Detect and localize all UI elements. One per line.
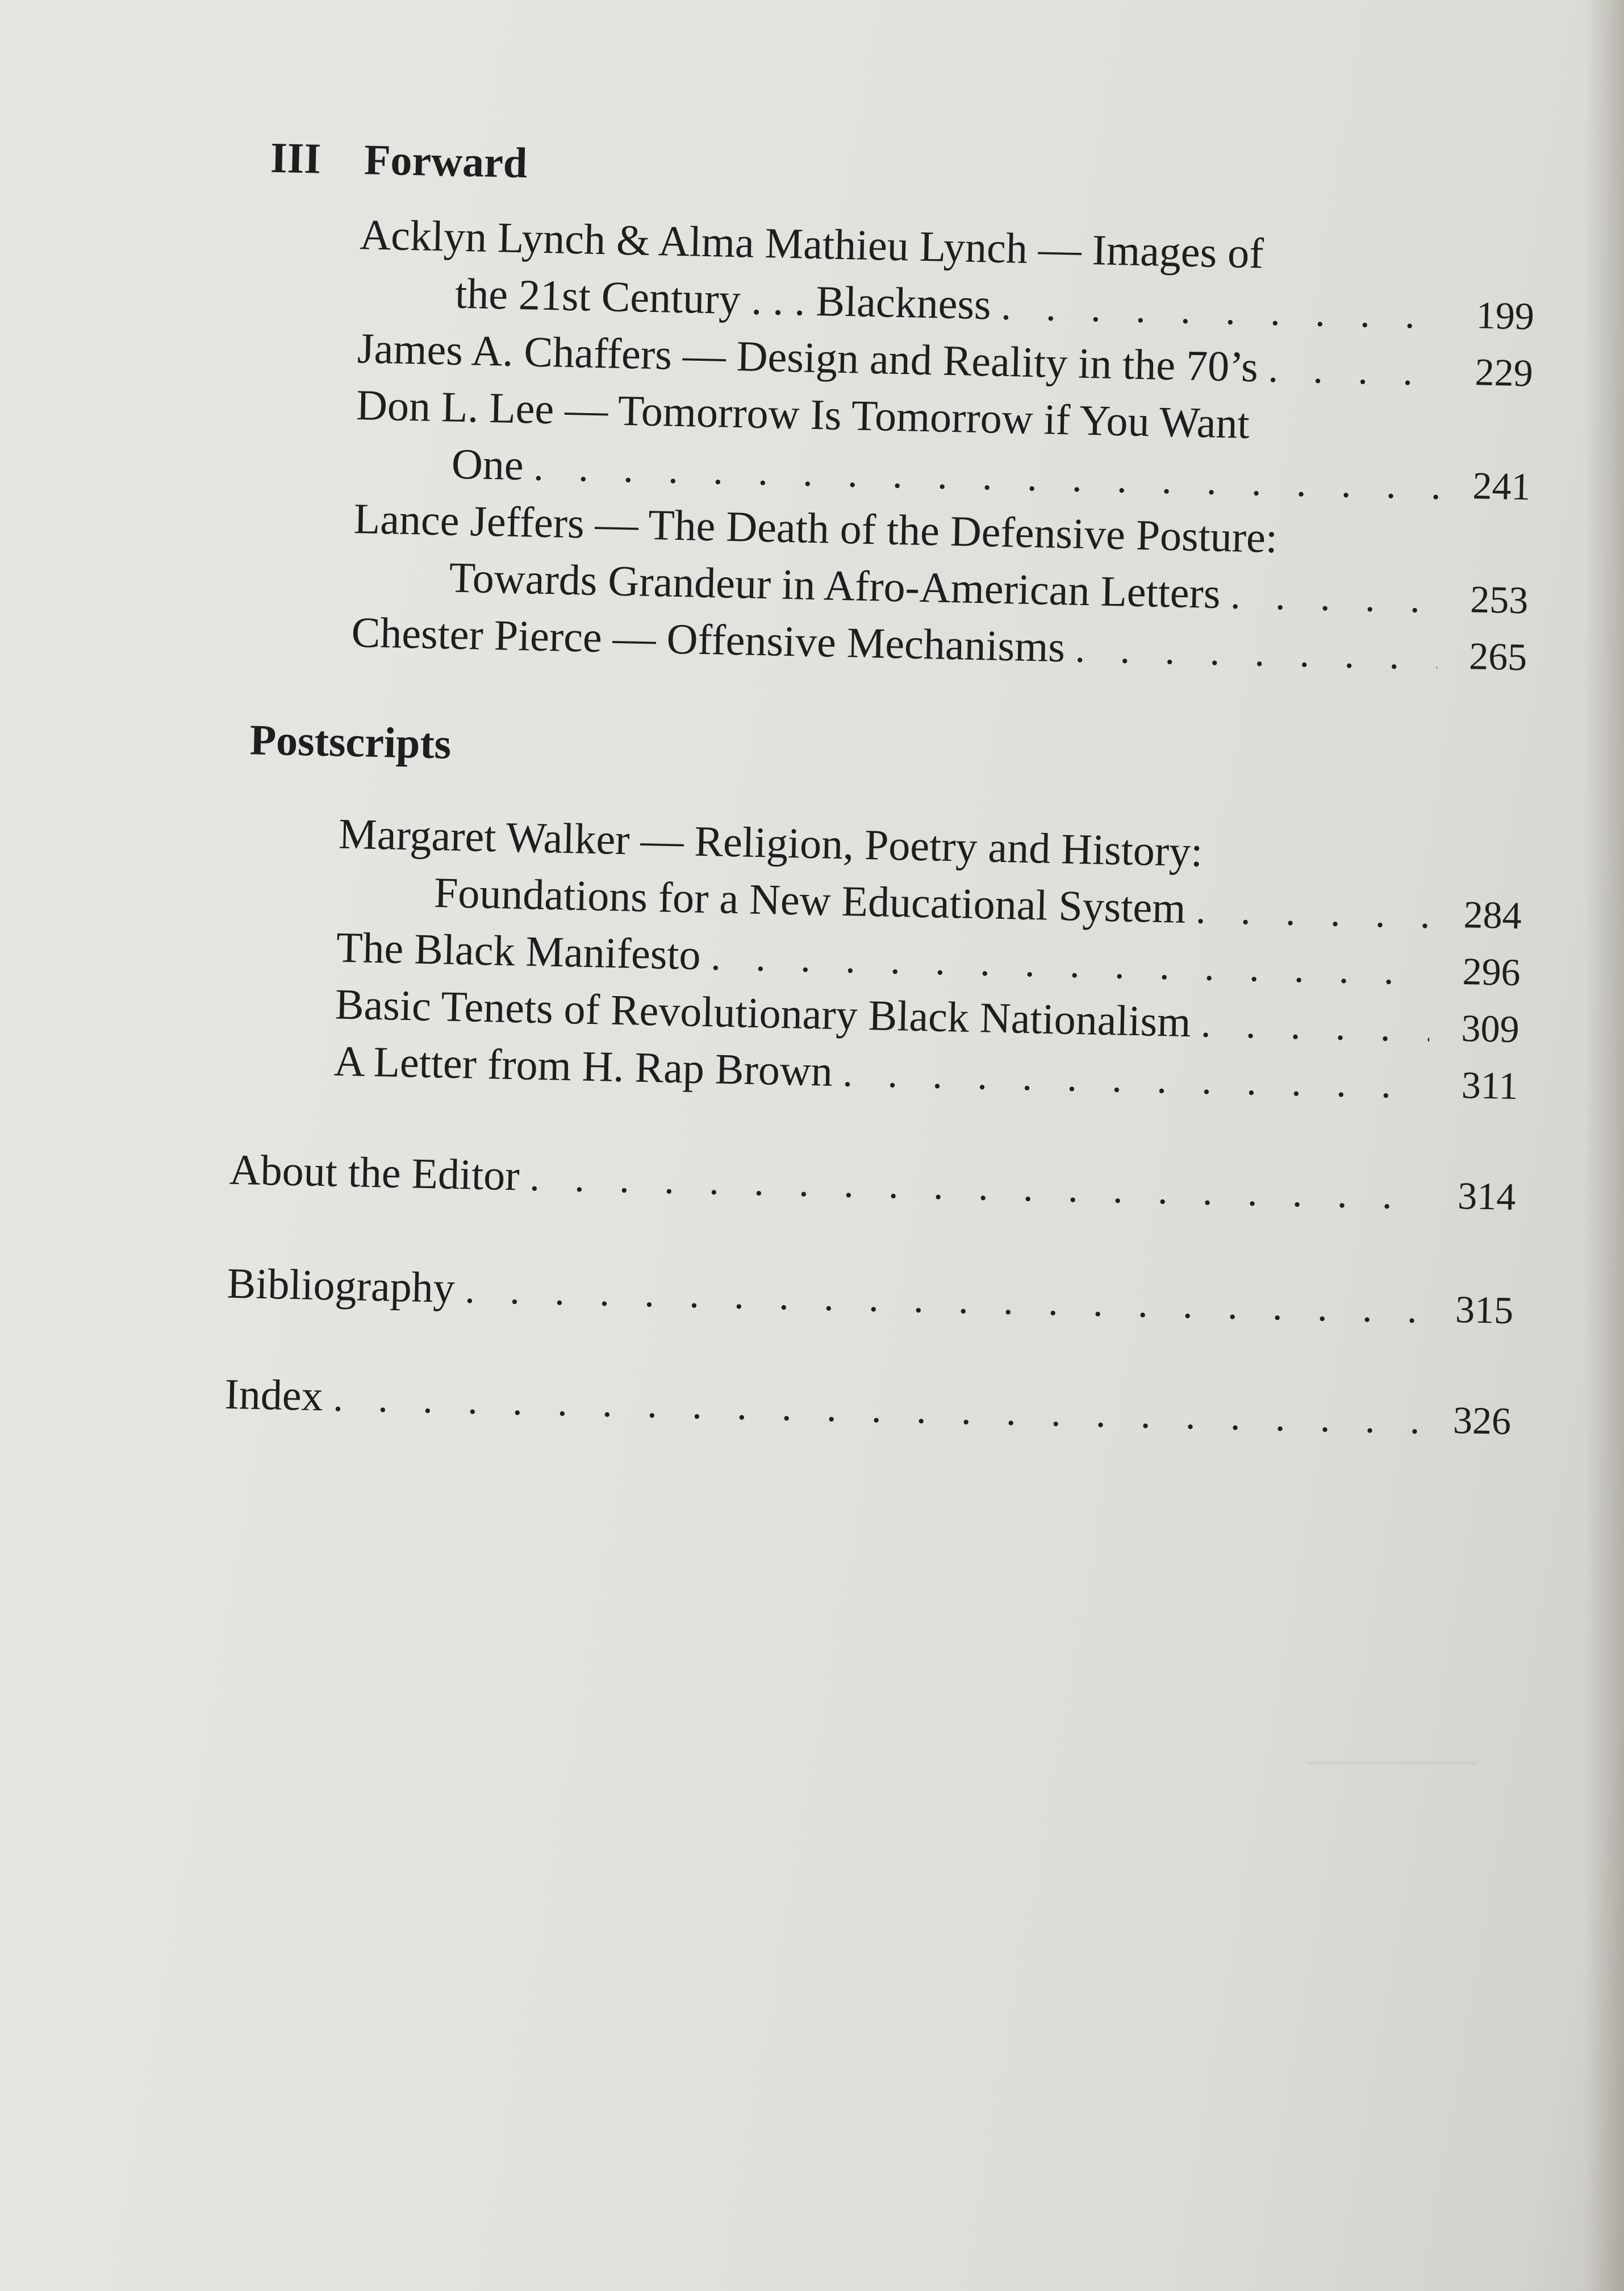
page-number: 309: [1460, 1006, 1520, 1051]
entry-line: One: [451, 440, 524, 490]
toc-entry-index: [224, 1366, 1512, 1449]
entry-line: Bibliography: [226, 1259, 456, 1313]
dot-leader: [333, 1370, 1422, 1449]
dot-leader: [529, 1149, 1426, 1225]
toc-entry-about-editor: [229, 1142, 1517, 1225]
section-heading-forward: [270, 134, 528, 188]
section-numeral: III: [270, 134, 322, 183]
dot-leader: [842, 1045, 1429, 1114]
page-number: 229: [1474, 350, 1534, 395]
section-heading-postscripts: [249, 715, 452, 769]
entry-line: Basic Tenets of Revolutionary Black Nationalism: [335, 980, 1192, 1047]
entry-line: Index: [224, 1370, 324, 1421]
dot-leader: [1268, 341, 1444, 401]
page-number: 265: [1468, 634, 1528, 679]
entry-line: Margaret Walker — Religion, Poetry and History:: [338, 810, 1204, 876]
dot-leader: [465, 1261, 1425, 1338]
dot-leader: [1230, 567, 1439, 628]
entry-line: About the Editor: [229, 1146, 520, 1200]
entry-last-line: [229, 1142, 1437, 1225]
page-number: 199: [1476, 293, 1535, 338]
page-number: 284: [1463, 893, 1522, 938]
entry-line: Don L. Lee — Tomorrow Is Tomorrow if You Want: [356, 381, 1250, 448]
page-number: 326: [1452, 1398, 1512, 1443]
page-number: 315: [1455, 1287, 1514, 1332]
toc-entry-bibliography: [226, 1255, 1514, 1339]
entry-line: the 21st Century . . . Blackness: [454, 269, 992, 329]
entry-last-line: [227, 1255, 1435, 1339]
page-number: 253: [1469, 577, 1529, 622]
page-number: 241: [1472, 464, 1531, 509]
entry-line: Acklyn Lynch & Alma Mathieu Lynch — Images of: [359, 211, 1264, 278]
section-title: Forward: [364, 136, 528, 188]
page-number: 296: [1462, 949, 1521, 994]
page-number: 311: [1461, 1063, 1519, 1108]
page-number: 314: [1457, 1173, 1517, 1219]
dot-leader: [1195, 882, 1433, 944]
entry-line: Lance Jeffers — The Death of the Defensive Posture:: [353, 495, 1278, 563]
entry-line: A Letter from H. Rap Brown: [333, 1037, 833, 1095]
section-title: Postscripts: [249, 716, 452, 768]
entry-line: The Black Manifesto: [336, 923, 702, 979]
dot-leader: [1075, 621, 1438, 685]
dot-leader: [1200, 995, 1430, 1057]
entry-line: Chester Pierce — Offensive Mechanisms: [350, 608, 1066, 672]
entry-line: Towards Grandeur in Afro-American Letters: [448, 553, 1221, 618]
entry-last-line: [224, 1366, 1433, 1449]
entry-line: Foundations for a New Educational System: [433, 869, 1187, 932]
entry-line: James A. Chaffers — Design and Reality in the 70’s: [357, 324, 1259, 391]
